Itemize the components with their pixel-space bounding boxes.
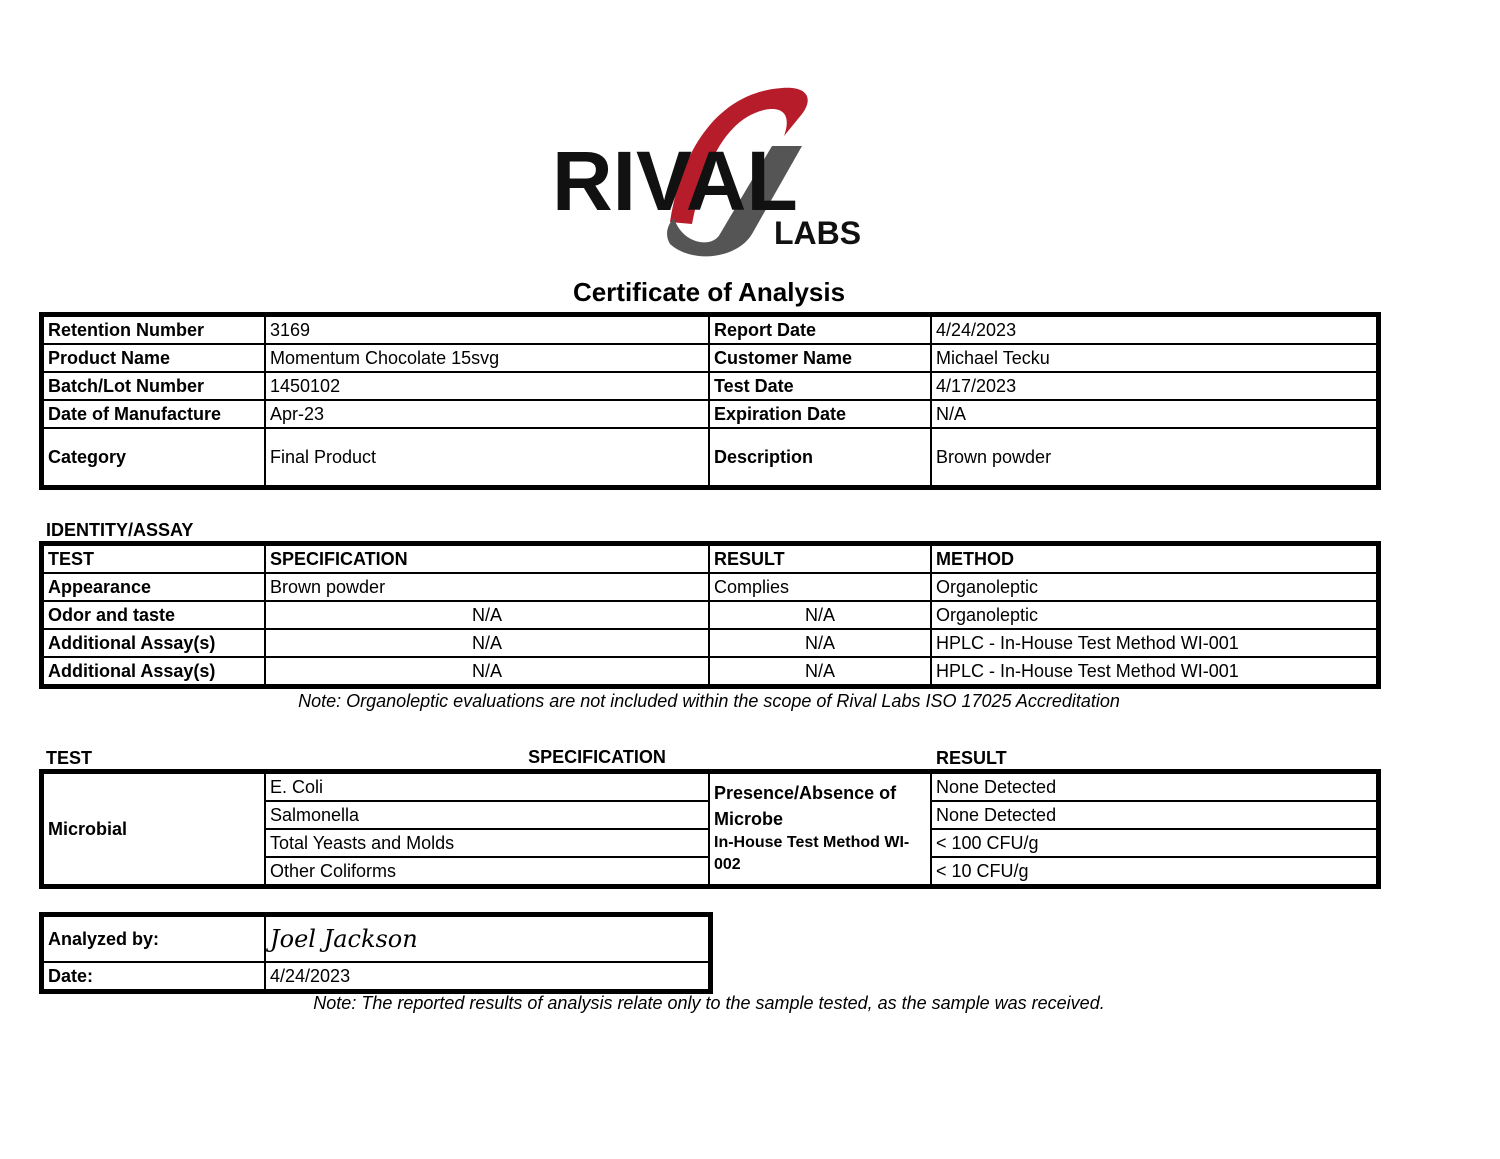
microbial-category: Microbial	[43, 773, 265, 885]
column-header: TEST	[43, 545, 265, 573]
result-cell: N/A	[709, 657, 931, 685]
spec-cell: Brown powder	[265, 573, 709, 601]
column-header: SPECIFICATION	[265, 545, 709, 573]
column-header: RESULT	[709, 545, 931, 573]
result-cell: None Detected	[931, 773, 1377, 801]
analyzed-label: Analyzed by:	[43, 916, 265, 962]
info-label: Retention Number	[43, 316, 265, 344]
table-row	[43, 573, 1377, 601]
info-row	[43, 344, 1377, 372]
method-line: Microbe	[714, 808, 784, 829]
analyst-signature: Joel Jackson	[265, 916, 709, 962]
date-value: 4/24/2023	[265, 962, 709, 990]
info-label: Test Date	[709, 372, 931, 400]
test-cell: Additional Assay(s)	[43, 657, 265, 685]
info-row	[43, 428, 1377, 486]
result-cell: N/A	[709, 629, 931, 657]
info-value: 3169	[265, 316, 709, 344]
column-header: METHOD	[931, 545, 1377, 573]
spec-cell: N/A	[265, 629, 709, 657]
info-value: N/A	[931, 400, 1377, 428]
info-label: Expiration Date	[709, 400, 931, 428]
method-line: In-House Test Method WI-	[714, 833, 910, 851]
method-cell: HPLC - In-House Test Method WI-001	[931, 657, 1377, 685]
info-table	[42, 315, 1378, 487]
table-row	[43, 601, 1377, 629]
info-value: 4/24/2023	[931, 316, 1377, 344]
method-line: Presence/Absence of	[714, 783, 897, 804]
test-cell: Odor and taste	[43, 601, 265, 629]
method-cell: HPLC - In-House Test Method WI-001	[931, 629, 1377, 657]
info-label: Date of Manufacture	[43, 400, 265, 428]
logo-sub-text: LABS	[774, 215, 862, 251]
signoff-table	[42, 915, 710, 991]
table-row	[43, 657, 1377, 685]
result-cell: Complies	[709, 573, 931, 601]
identity-header-row	[43, 545, 1377, 573]
info-value: Brown powder	[931, 428, 1377, 486]
info-value: Final Product	[265, 428, 709, 486]
test-cell: Appearance	[43, 573, 265, 601]
method-cell: Organoleptic	[931, 601, 1377, 629]
test-cell: Additional Assay(s)	[43, 629, 265, 657]
rival-labs-logo	[552, 84, 864, 269]
info-value: 4/17/2023	[931, 372, 1377, 400]
info-label: Category	[43, 428, 265, 486]
micro-test-heading: TEST	[46, 748, 93, 768]
footer-note: Note: The reported results of analysis relate only to the sample tested, as the sample was received.	[313, 993, 1105, 1013]
info-value: Apr-23	[265, 400, 709, 428]
info-label: Product Name	[43, 344, 265, 372]
info-value: Momentum Chocolate 15svg	[265, 344, 709, 372]
method-cell: Organoleptic	[931, 573, 1377, 601]
spec-cell: N/A	[265, 657, 709, 685]
info-row	[43, 316, 1377, 344]
identity-note: Note: Organoleptic evaluations are not included within the scope of Rival Labs ISO 17025 Accreditation	[298, 691, 1120, 711]
table-row	[43, 773, 1377, 801]
spec-cell: Total Yeasts and Molds	[265, 829, 709, 857]
micro-spec-heading: SPECIFICATION	[528, 747, 666, 767]
info-label: Batch/Lot Number	[43, 372, 265, 400]
micro-result-heading: RESULT	[936, 748, 1007, 768]
info-value: Michael Tecku	[931, 344, 1377, 372]
info-label: Description	[709, 428, 931, 486]
result-cell: < 100 CFU/g	[931, 829, 1377, 857]
method-line: 002	[714, 856, 741, 874]
logo-main-text: RIVAL	[552, 134, 798, 228]
spec-cell: Other Coliforms	[265, 857, 709, 885]
info-row	[43, 400, 1377, 428]
info-value: 1450102	[265, 372, 709, 400]
spec-cell: E. Coli	[265, 773, 709, 801]
result-cell: N/A	[709, 601, 931, 629]
info-row	[43, 372, 1377, 400]
microbial-method	[709, 773, 931, 885]
page-title: Certificate of Analysis	[572, 277, 846, 307]
info-label: Customer Name	[709, 344, 931, 372]
identity-table	[42, 544, 1378, 686]
table-row	[43, 962, 709, 990]
result-cell: < 10 CFU/g	[931, 857, 1377, 885]
table-row	[43, 629, 1377, 657]
result-cell: None Detected	[931, 801, 1377, 829]
table-row	[43, 916, 709, 962]
info-label: Report Date	[709, 316, 931, 344]
date-label: Date:	[43, 962, 265, 990]
spec-cell: Salmonella	[265, 801, 709, 829]
identity-heading: IDENTITY/ASSAY	[46, 520, 194, 540]
spec-cell: N/A	[265, 601, 709, 629]
microbial-table	[42, 772, 1378, 886]
